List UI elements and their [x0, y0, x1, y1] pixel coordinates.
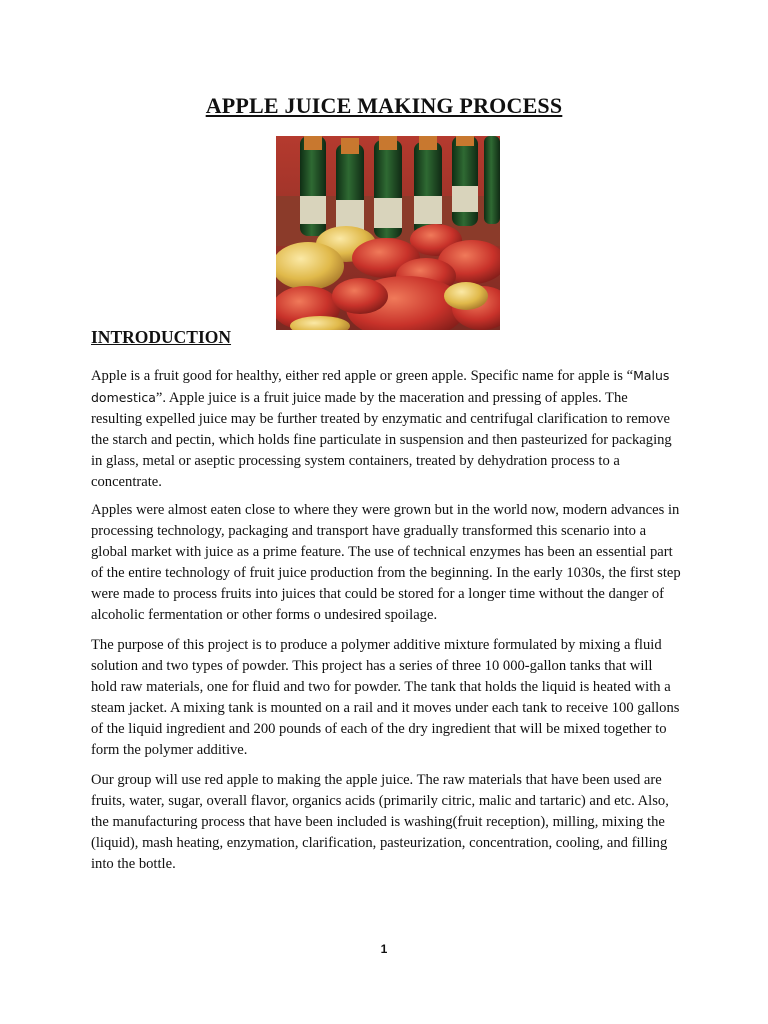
paragraph: Our group will use red apple to making the apple juice. The raw materials that have been used are fruits, water, sugar, overall flavor, organics acids (primarily citric, malic and tartaric) and etc. Also, the manufacturing process that have been included is washing(fruit reception), milling, mixing the (liquid), mash heating, enzymation, clarification, pasteurization, concentration, cooling, and filling into the bottle.: [91, 772, 669, 872]
species-name: Malus domestica: [91, 368, 670, 405]
paragraph: Apples were almost eaten close to where they were grown but in the world now, modern advances in processing technology, packaging and transport have gradually transformed this scenario into a global market with juice as a prime feature. The use of technical enzymes has been an essential part of the entire technology of fruit juice production from the beginning. In the early 1030s, the first step were made to process fruits into juices that could be stored for a longer time without the danger of alcoholic fermentation or other forms o undesired spoilage.: [91, 502, 681, 623]
paragraph: The purpose of this project is to produce a polymer additive mixture formulated by mixing a fluid solution and two types of powder. This project has a series of three 10 000-gallon tanks that will hold raw materials, one for fluid and two for powder. The tank that holds the liquid is heated with a steam jacket. A mixing tank is mounted on a rail and it moves under each tank to receive 100 gallons of the liquid ingredient and 200 pounds of each of the dry ingredient that will be mixed together to form the polymer additive.: [91, 637, 680, 758]
apple-juice-photo: [276, 136, 500, 330]
paragraph: [91, 365, 681, 493]
paragraph-text: Apple is a fruit good for healthy, either red apple or green apple. Specific name for apple is “: [91, 368, 634, 384]
paragraph-text: ”. Apple juice is a fruit juice made by the maceration and pressing of apples. The resulting expelled juice may be further treated by enzymatic and centrifugal clarification to remove the starch and pectin, which holds fine particulate in suspension and then pasteurized for packaging in glass, metal or aseptic processing system containers, treated by dehydration process to a concentrate.: [91, 390, 672, 490]
section-heading: INTRODUCTION: [91, 327, 232, 347]
page-number: 1: [380, 942, 388, 956]
document-title: APPLE JUICE MAKING PROCESS: [205, 93, 563, 118]
